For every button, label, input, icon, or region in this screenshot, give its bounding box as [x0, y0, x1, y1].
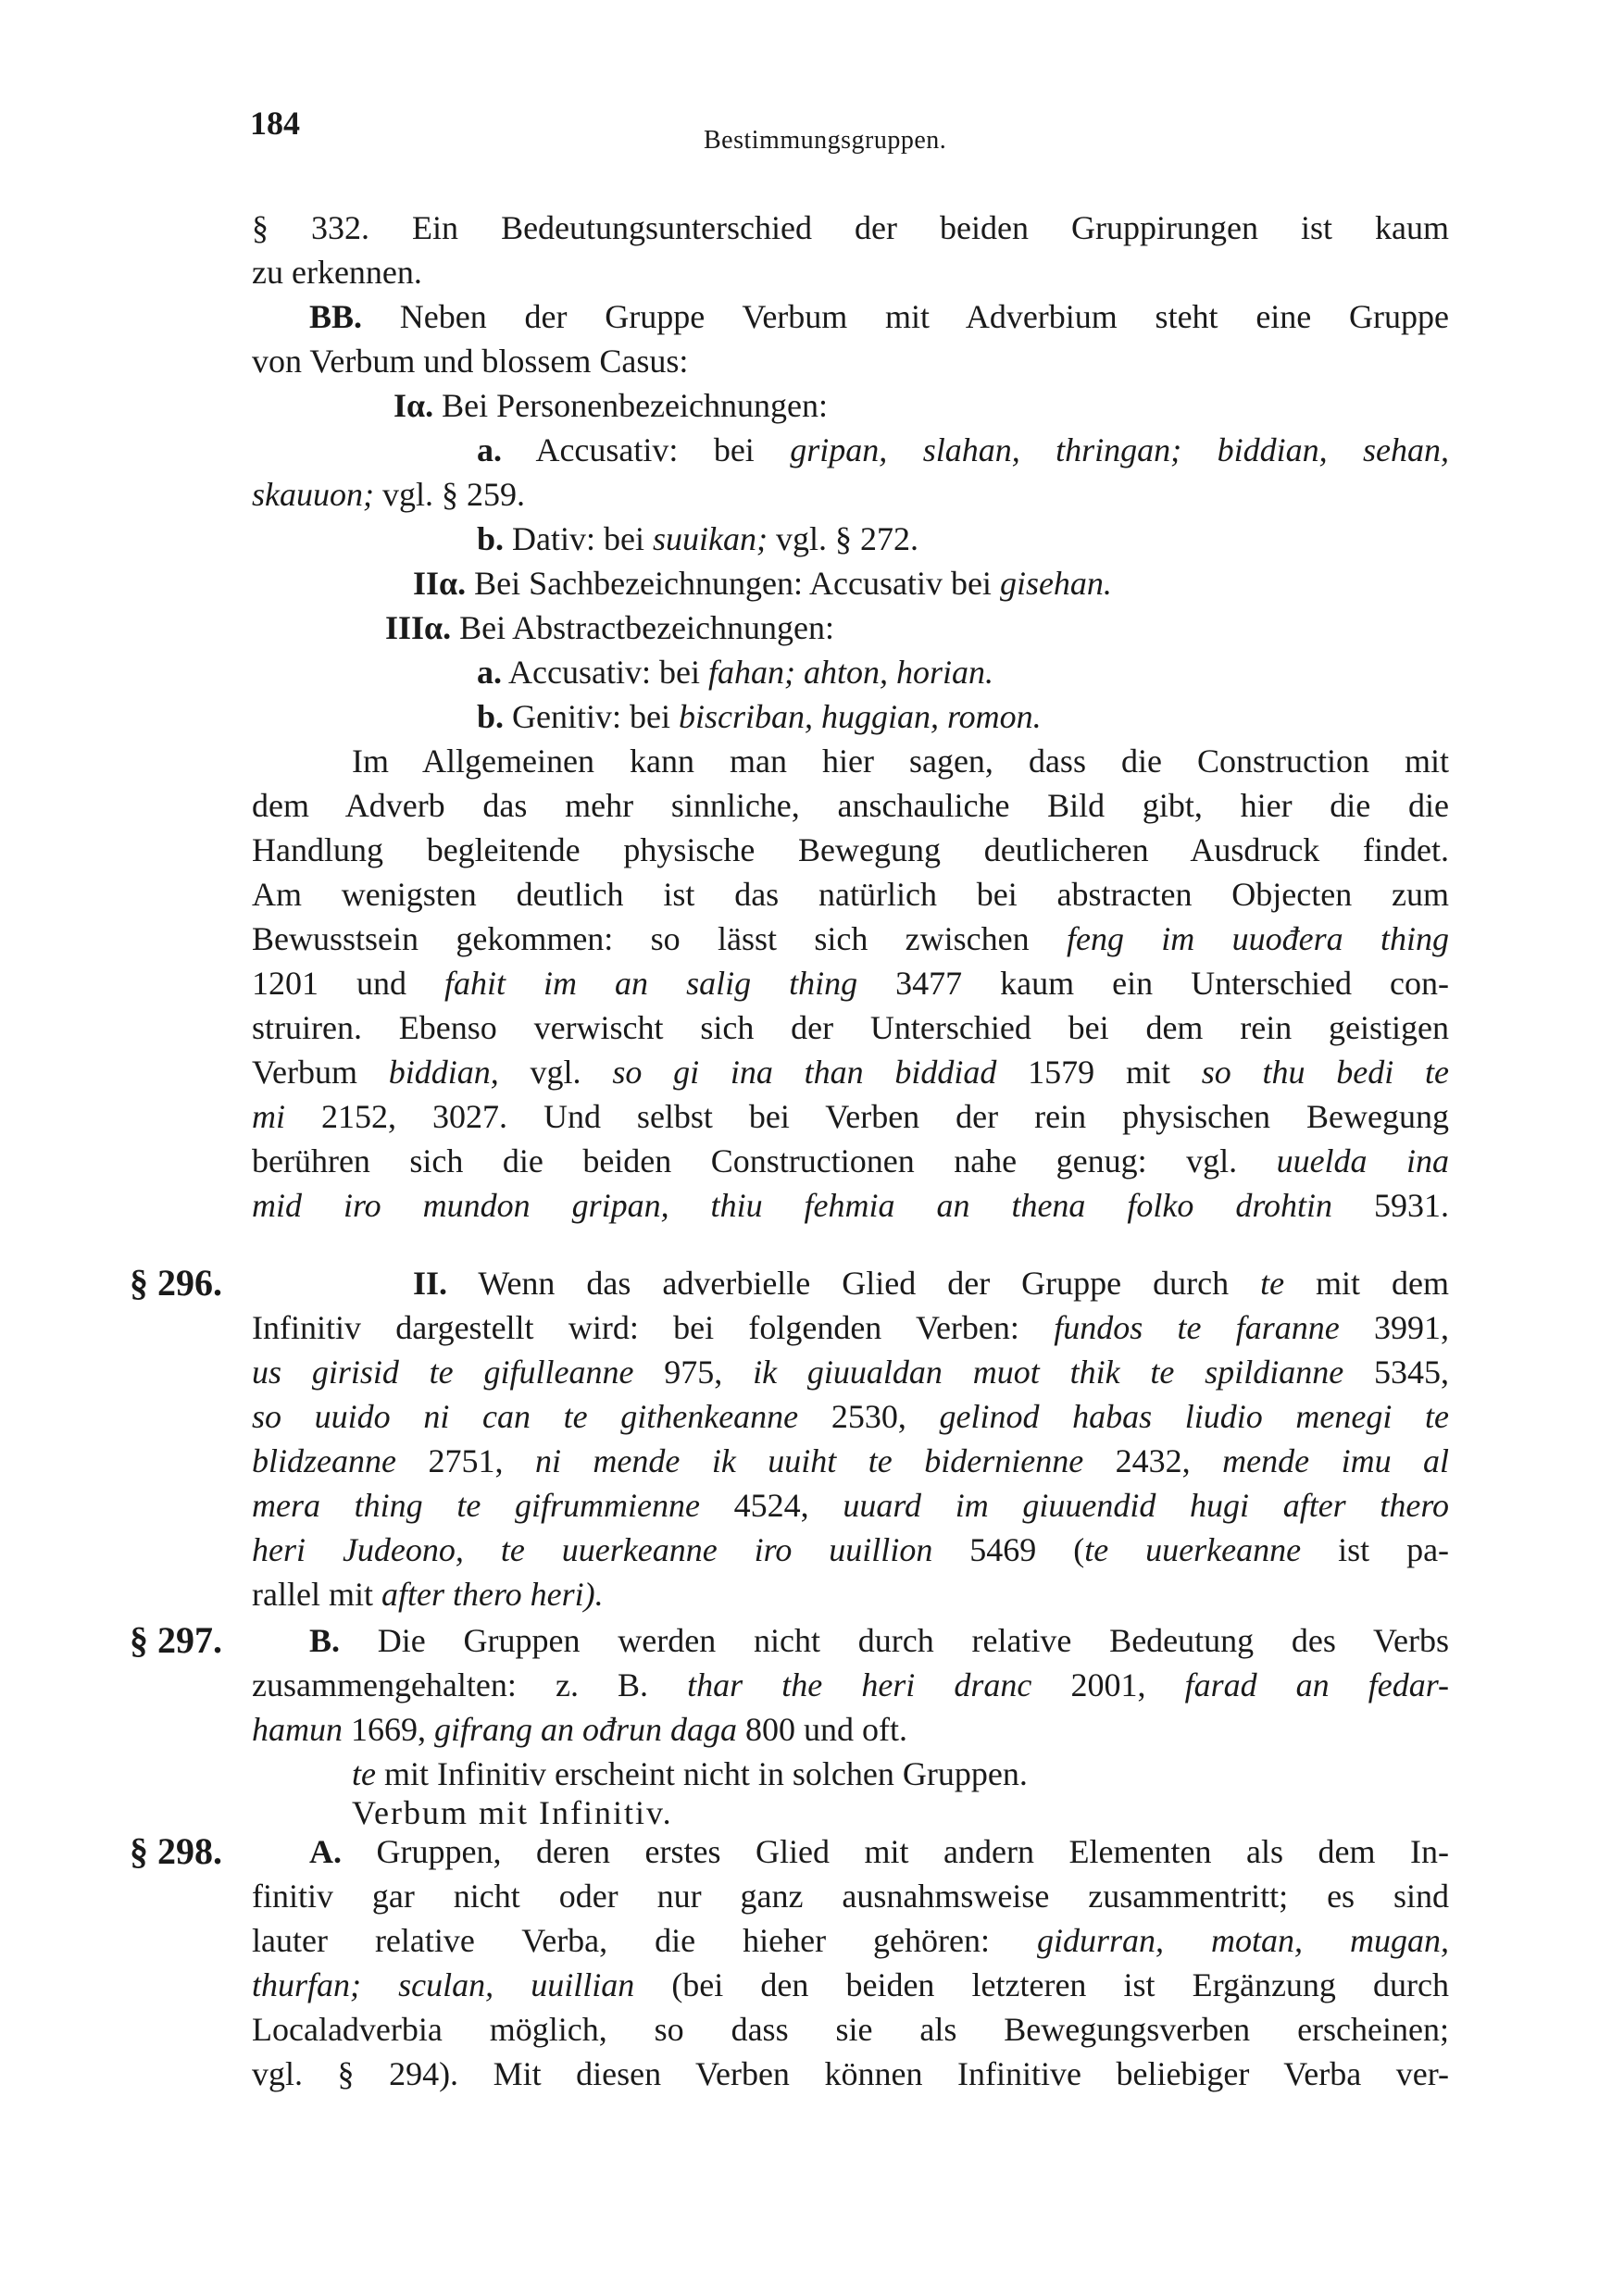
text-line: heri Judeono, te uuerkeanne iro uuillion 5469 (te uuerkeanne ist pa-	[252, 1531, 1450, 1568]
margin-section-297: § 297.	[130, 1619, 222, 1661]
text-line: us girisid te gifulleanne 975, ik giuualdan muot thik te spildianne 5345,	[252, 1354, 1449, 1391]
text-line: Localadverbia möglich, so dass sie als Bewegungsverben erscheinen;	[252, 2011, 1449, 2048]
text-line: vgl. § 294). Mit diesen Verben können Infinitive beliebiger Verba ver-	[252, 2055, 1449, 2092]
text-line: te mit Infinitiv erscheint nicht in solchen Gruppen.	[352, 1755, 1028, 1792]
text-line: dem Adverb das mehr sinnliche, anschauliche Bild gibt, hier die die	[252, 787, 1449, 824]
text-line: II. Wenn das adverbielle Glied der Gruppe durch te mit dem	[413, 1265, 1449, 1302]
text-line: mid iro mundon gripan, thiu fehmia an thena folko drohtin 5931.	[252, 1187, 1449, 1224]
text-line: so uuido ni can te githenkeanne 2530, gelinod habas liudio menegi te	[252, 1398, 1450, 1435]
text-line: a. Accusativ: bei gripan, slahan, thringan; biddian, sehan,	[477, 431, 1450, 468]
text-line: rallel mit after thero heri).	[252, 1576, 604, 1613]
text-line: BB. Neben der Gruppe Verbum mit Adverbium steht eine Gruppe	[309, 298, 1449, 335]
text-line: Im Allgemeinen kann man hier sagen, dass die Construction mit	[352, 742, 1449, 780]
text-line: IIIα. Bei Abstractbezeichnungen:	[385, 609, 834, 646]
text-line: von Verbum und blossem Casus:	[252, 343, 689, 380]
text-line: b. Dativ: bei suuikan; vgl. § 272.	[477, 520, 918, 557]
text-line: thurfan; sculan, uuillian (bei den beiden letzteren ist Ergänzung durch	[252, 1966, 1449, 2003]
text-line: 1201 und fahit im an salig thing 3477 kaum ein Unterschied con-	[252, 965, 1450, 1002]
text-line: skauuon; vgl. § 259.	[252, 476, 525, 513]
text-line: Bewusstsein gekommen: so lässt sich zwischen feng im uuođera thing	[252, 920, 1449, 957]
text-line: B. Die Gruppen werden nicht durch relative Bedeutung des Verbs	[309, 1622, 1450, 1659]
text-line: Infinitiv dargestellt wird: bei folgenden Verben: fundos te faranne 3991,	[252, 1309, 1450, 1346]
text-line: b. Genitiv: bei biscriban, huggian, romon.	[477, 698, 1042, 735]
text-line: hamun 1669, gifrang an ođrun daga 800 und oft.	[252, 1711, 908, 1748]
text-line: § 332. Ein Bedeutungsunterschied der beiden Gruppirungen ist kaum	[252, 209, 1449, 246]
text-line: mi 2152, 3027. Und selbst bei Verben der rein physischen Bewegung	[252, 1098, 1449, 1135]
margin-section-298: § 298.	[130, 1830, 222, 1872]
text-line: Am wenigsten deutlich ist das natürlich bei abstracten Objecten zum	[252, 876, 1449, 913]
text-line: berühren sich die beiden Constructionen nahe genug: vgl. uuelda ina	[252, 1142, 1450, 1179]
margin-section-296: § 296.	[130, 1262, 222, 1304]
text-line: zu erkennen.	[252, 254, 422, 291]
text-line: Verbum biddian, vgl. so gi ina than biddiad 1579 mit so thu bedi te	[252, 1054, 1449, 1091]
section-heading: Verbum mit Infinitiv.	[352, 1794, 673, 1831]
text-line: mera thing te gifrummienne 4524, uuard im giuuendid hugi after thero	[252, 1487, 1450, 1524]
text-line: Handlung begleitende physische Bewegung deutlicheren Ausdruck findet.	[252, 831, 1449, 868]
text-line: blidzeanne 2751, ni mende ik uuiht te bidernienne 2432, mende imu al	[252, 1442, 1450, 1479]
text-line: lauter relative Verba, die hieher gehören: gidurran, motan, mugan,	[252, 1922, 1449, 1959]
text-line: Iα. Bei Personenbezeichnungen:	[394, 387, 828, 424]
text-line: zusammengehalten: z. B. thar the heri dranc 2001, farad an fedar-	[252, 1666, 1450, 1703]
text-line: finitiv gar nicht oder nur ganz ausnahmsweise zusammentritt; es sind	[252, 1878, 1449, 1915]
text-line: A. Gruppen, deren erstes Glied mit andern Elementen als dem In-	[309, 1833, 1449, 1870]
page-header	[0, 104, 1624, 159]
text-line: IIα. Bei Sachbezeichnungen: Accusativ bei gisehan.	[413, 565, 1112, 602]
text-line: a. Accusativ: bei fahan; ahton, horian.	[477, 654, 993, 691]
text-line: struiren. Ebenso verwischt sich der Unterschied bei dem rein geistigen	[252, 1009, 1449, 1046]
running-title: Bestimmungsgruppen.	[704, 126, 947, 155]
page-number: 184	[250, 105, 300, 142]
